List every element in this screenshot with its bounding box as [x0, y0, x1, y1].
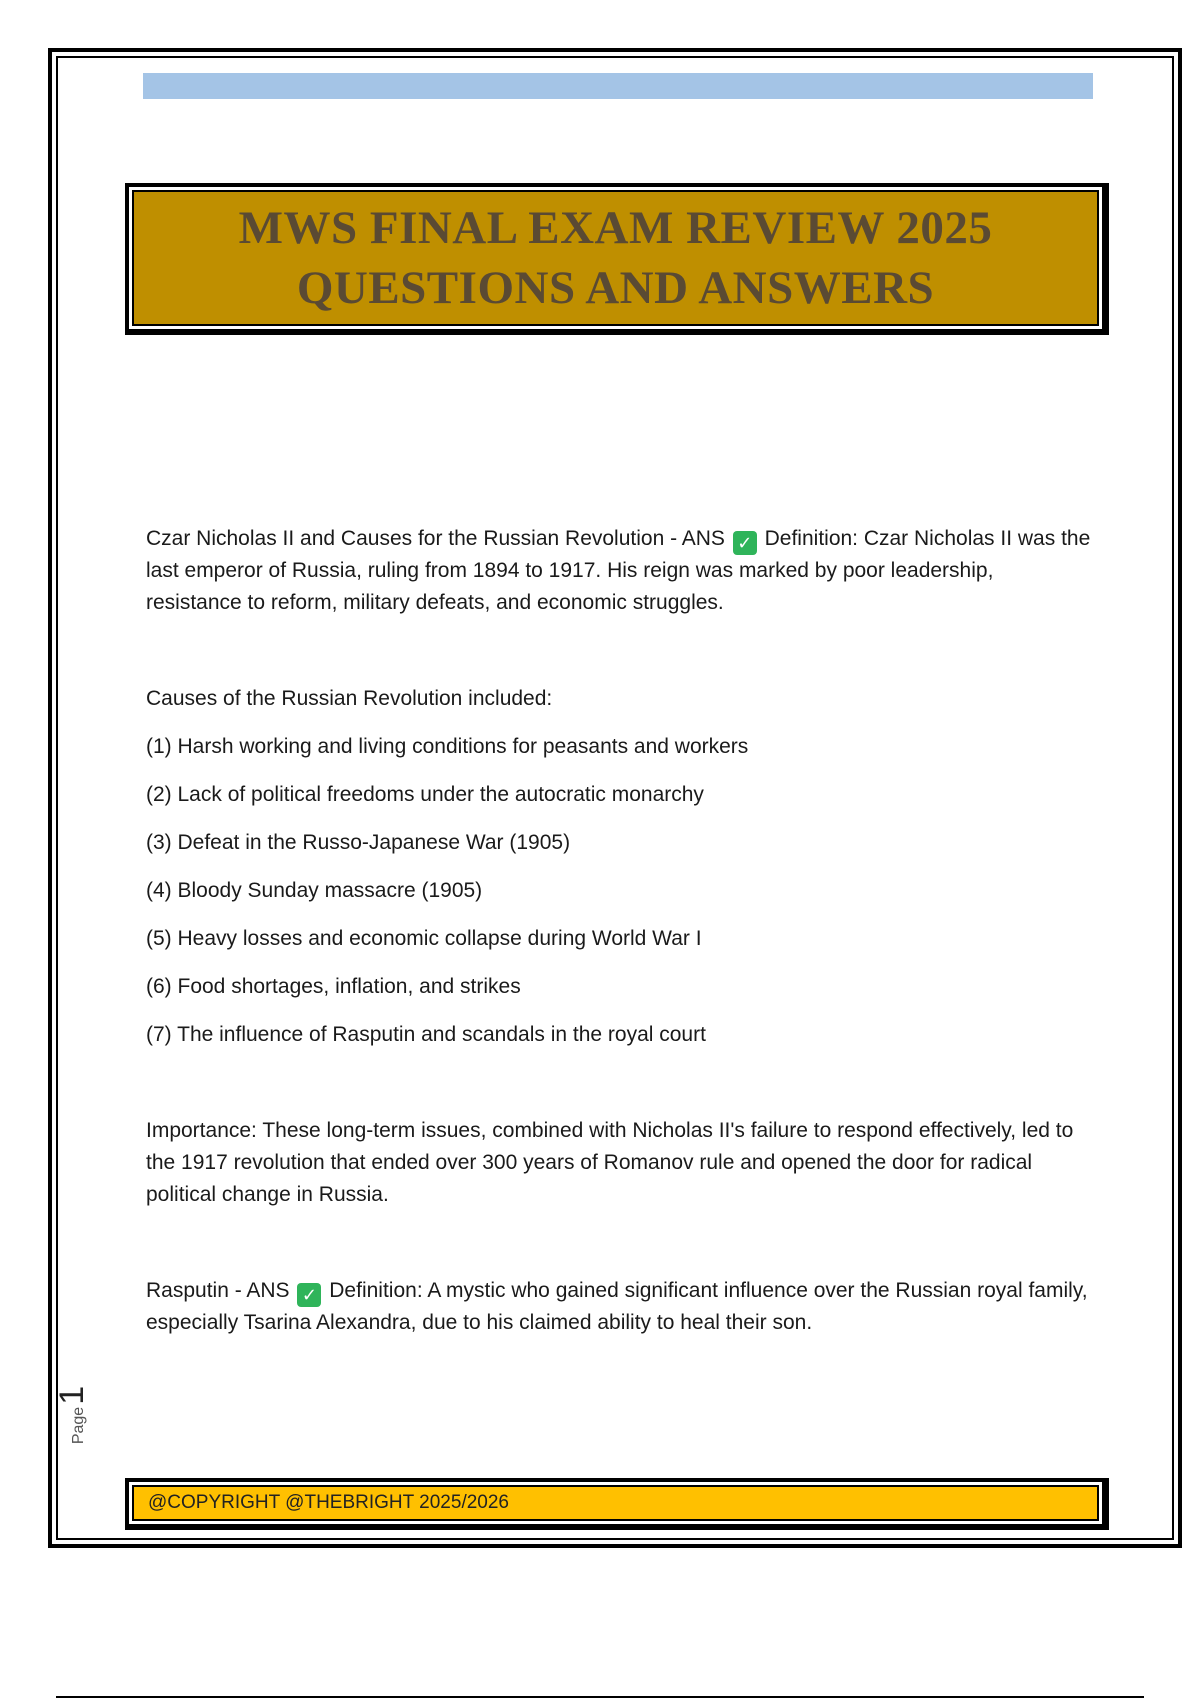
causes-list — [146, 731, 1091, 1051]
header-decoration-bar — [143, 73, 1093, 99]
spacer — [146, 1211, 1091, 1275]
title-line-2: QUESTIONS AND ANSWERS — [296, 262, 935, 314]
footer-box — [132, 1485, 1099, 1521]
list-item: (6) Food shortages, inflation, and strikes — [146, 975, 521, 998]
importance-paragraph: Importance: These long-term issues, combined with Nicholas II's failure to respond effectively, led to the 1917 revolution that ended over 300 years of Romanov rule and opened the door for radical political change in Russia. — [146, 1119, 1074, 1206]
list-item: (4) Bloody Sunday massacre (1905) — [146, 879, 483, 902]
spacer — [146, 619, 1091, 683]
causes-intro: Causes of the Russian Revolution included: — [146, 687, 553, 710]
entry-rasputin-lead: Rasputin - ANS — [146, 1279, 290, 1302]
entry-nicholas-lead: Czar Nicholas II and Causes for the Russian Revolution - ANS — [146, 527, 725, 550]
page-number-value: 1 — [53, 1385, 91, 1405]
list-item: (7) The influence of Rasputin and scandals in the royal court — [146, 1023, 706, 1046]
copyright-text: @COPYRIGHT @THEBRIGHT 2025/2026 — [148, 1492, 509, 1513]
list-item: (1) Harsh working and living conditions for peasants and workers — [146, 735, 749, 758]
title-line-1: MWS FINAL EXAM REVIEW 2025 — [238, 202, 993, 254]
page-label: Page — [70, 1406, 87, 1445]
checkmark-icon: ✓ — [733, 531, 757, 555]
title-box — [132, 190, 1099, 326]
list-item: (5) Heavy losses and economic collapse during World War I — [146, 927, 702, 950]
list-item: (2) Lack of political freedoms under the autocratic monarchy — [146, 783, 704, 806]
list-item: (3) Defeat in the Russo-Japanese War (1905) — [146, 831, 571, 854]
entry-nicholas-definition-text: Definition: Czar Nicholas II was the last emperor of Russia, ruling from 1894 to 1917. His reign was marked by poor leadership, resistance to reform, military defeats, and economic struggles. — [146, 527, 1091, 614]
bottom-rule — [56, 1696, 1144, 1698]
document-body — [146, 523, 1091, 1339]
footer-frame — [125, 1478, 1109, 1530]
entry-nicholas-definition — [146, 523, 1091, 619]
spacer — [146, 1067, 1091, 1115]
checkmark-icon: ✓ — [297, 1283, 321, 1307]
entry-rasputin-definition — [146, 1275, 1091, 1339]
title-frame — [125, 183, 1109, 335]
page-number — [53, 1385, 123, 1445]
entry-rasputin-definition-text: Definition: A mystic who gained significant influence over the Russian royal family, especially Tsarina Alexandra, due to his claimed ability to heal their son. — [146, 1279, 1088, 1334]
